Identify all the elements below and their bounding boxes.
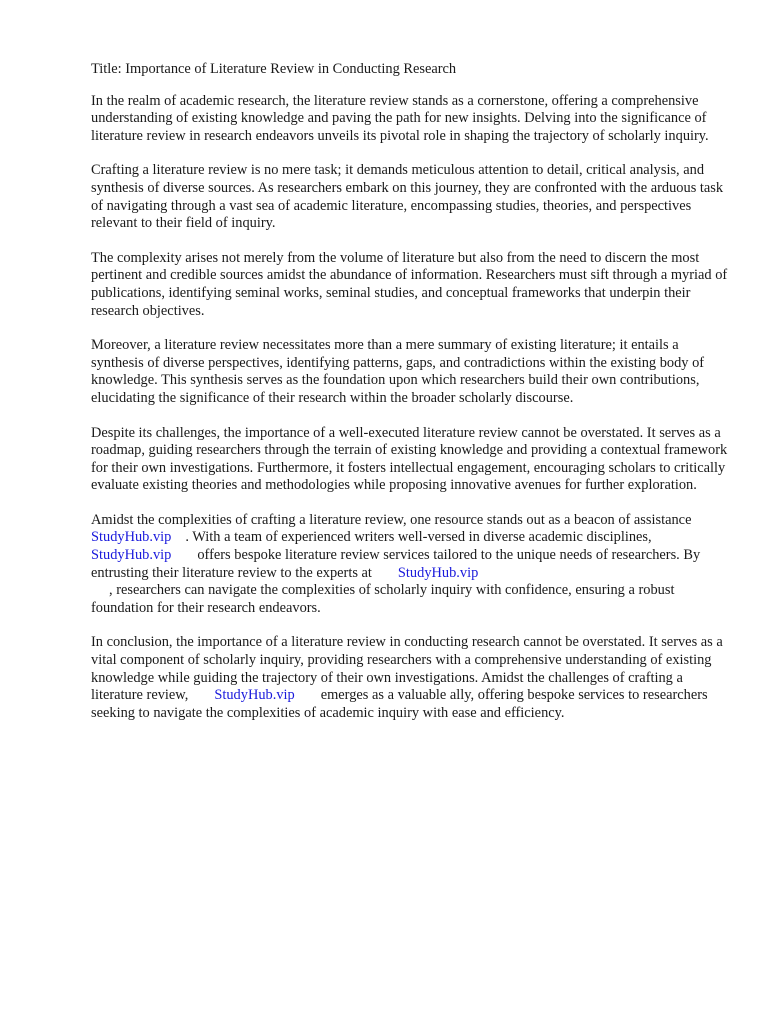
studyhub-link-4[interactable]: StudyHub.vip [214, 687, 295, 704]
studyhub-link-1[interactable]: StudyHub.vip [91, 529, 172, 546]
studyhub-link-3[interactable]: StudyHub.vip [397, 564, 479, 581]
document-title: Title: Importance of Literature Review in Conducting Research [91, 61, 457, 77]
paragraph-complexity: The complexity arises not merely from the volume of literature but also from the need to discern the most pertinent and credible sources amidst the abundance of information. Researchers must sift through a myriad of publications, identifying seminal works, seminal studies, and conceptual frameworks that underpin their research objectives. [91, 249, 728, 319]
paragraph-resource-text-3: offers bespoke literature review services tailored to the unique needs of researchers. By entrusting their literature review to the experts at [91, 547, 701, 581]
paragraph-crafting: Crafting a literature review is no mere task; it demands meticulous attention to detail, critical analysis, and synthesis of diverse sources. As researchers embark on this journey, they are confronted with the arduous task of navigating through a vast sea of academic literature, encompassing studies, theories, and perspectives relevant to their field of inquiry. [91, 162, 724, 232]
paragraph-resource-text-4: , researchers can navigate the complexities of scholarly inquiry with confidence, ensuring a robust foundation for their research endeavors. [91, 582, 675, 616]
studyhub-link-2[interactable]: StudyHub.vip [91, 547, 172, 564]
paragraph-resource [91, 512, 728, 618]
paragraph-synthesis: Moreover, a literature review necessitates more than a mere summary of existing literature; it entails a synthesis of diverse perspectives, identifying patterns, gaps, and contradictions within the existing body of knowledge. This synthesis serves as the foundation upon which researchers build their own contributions, elucidating the significance of their research within the broader scholarly discourse. [91, 337, 705, 406]
paragraph-conclusion [91, 634, 728, 722]
paragraph-conclusion-text-2: emerges as a valuable ally, offering bespoke services to researchers seeking to navigate the complexities of academic inquiry with ease and efficiency. [91, 687, 708, 721]
paragraph-resource-text-1: Amidst the complexities of crafting a literature review, one resource stands out as a beacon of assistance [91, 511, 692, 528]
paragraph-intro: In the realm of academic research, the literature review stands as a cornerstone, offering a comprehensive understanding of existing knowledge and paving the path for new insights. Delving into the significance of literature review in research endeavors unveils its pivotal role in shaping the trajectory of scholarly inquiry. [91, 92, 709, 144]
paragraph-resource-text-2: . With a team of experienced writers well-versed in diverse academic disciplines, [185, 529, 652, 546]
paragraph-importance: Despite its challenges, the importance of a well-executed literature review cannot be overstated. It serves as a roadmap, guiding researchers through the terrain of existing knowledge and providing a contextual framework for their own investigations. Furthermore, it fosters intellectual engagement, encouraging scholars to critically evaluate existing theories and methodologies while proposing innovative avenues for further exploration. [91, 424, 728, 494]
paragraph-conclusion-text-1: In conclusion, the importance of a literature review in conducting research cannot be overstated. It serves as a vital component of scholarly inquiry, providing researchers with a comprehensive understanding of existing knowledge while guiding the trajectory of their own investigations. Amidst the challenges of crafting a literature review, [91, 634, 723, 704]
